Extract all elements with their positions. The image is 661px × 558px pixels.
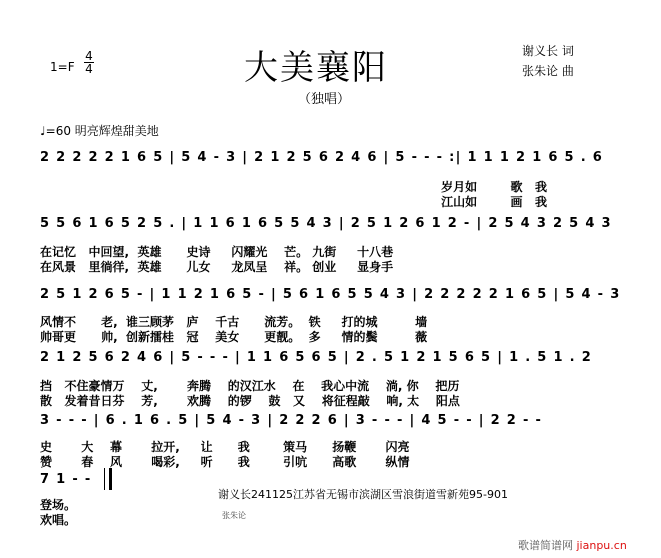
key-signature: 1=F [50, 60, 75, 74]
lyric-row-6b: 欢唱。 [40, 513, 77, 527]
notation-row-4: 2 1 2 5 6 2 4 6 | 5 - - - | 1 1 6 5 6 5 | 2 . 5 1 2 1 5 6 5 | 1 . 5 1 . 2 [40, 350, 593, 365]
site-watermark [518, 537, 627, 553]
lyric-row-3a: 风情不 老, 谁三顾茅 庐 千古 流芳。 铁 打的城 墙 [40, 315, 428, 329]
tempo-marking: ♩=60 明亮辉煌甜美地 [40, 124, 159, 138]
notation-row-6: 7 1 - - [40, 472, 92, 487]
lyric-row-1b: 江山如 画 我 [40, 195, 548, 209]
song-subtitle: （独唱） [298, 92, 351, 107]
watermark-prefix: 歌谱简谱网 [518, 539, 573, 552]
lyric-row-4b: 散 发着昔日芬 芳, 欢腾 的锣 鼓 又 将征程敲 响, 太 阳点 [40, 394, 460, 408]
lyric-row-5b: 赞 春 风 喝彩, 听 我 引吭 高歌 纵情 [40, 455, 410, 469]
footer-small-name: 张朱论 [222, 511, 246, 520]
lyric-row-2a: 在记忆 中回望, 英雄 史诗 闪耀光 芒。 九街 十八巷 [40, 245, 394, 259]
composer-credit: 张朱论 曲 [522, 64, 574, 78]
time-bottom: 4 [85, 62, 93, 76]
lyricist-credit: 谢义长 词 [522, 44, 574, 58]
final-barline [104, 468, 112, 490]
watermark-site: jianpu.cn [576, 539, 627, 552]
song-title: 大美襄阳 [244, 48, 388, 88]
notation-row-5: 3 - - - | 6 . 1 6 . 5 | 5 4 - 3 | 2 2 2 6 | 3 - - - | 4 5 - - | 2 2 - - [40, 413, 543, 428]
time-top: 4 [85, 49, 93, 63]
lyric-row-6a: 登场。 [40, 498, 77, 512]
notation-row-1: 2 2 2 2 2 1 6 5 | 5 4 - 3 | 2 1 2 5 6 2 4 6 | 5 - - - :| 1 1 1 2 1 6 5 . 6 [40, 150, 604, 165]
time-signature [84, 50, 94, 75]
footer-address: 谢义长241125江苏省无锡市滨湖区雪浪街道雪新苑95-901 [218, 488, 508, 501]
lyric-row-5a: 史 大 幕 拉开, 让 我 策马 扬鞭 闪亮 [40, 440, 410, 454]
lyric-row-2b: 在风景 里徜徉, 英雄 儿女 龙凤呈 祥。 创业 显身手 [40, 260, 394, 274]
lyric-row-4a: 挡 不住豪情万 丈, 奔腾 的汉江水 在 我心中流 淌, 你 把历 [40, 379, 460, 393]
lyric-row-1a: 岁月如 歌 我 [40, 180, 548, 194]
notation-row-2: 5 5 6 1 6 5 2 5 . | 1 1 6 1 6 5 5 4 3 | 2 5 1 2 6 1 2 - | 2 5 4 3 2 5 4 3 [40, 216, 612, 231]
notation-row-3: 2 5 1 2 6 5 - | 1 1 2 1 6 5 - | 5 6 1 6 5 5 4 3 | 2 2 2 2 2 1 6 5 | 5 4 - 3 [40, 287, 621, 302]
lyric-row-3b: 帅哥更 帅, 创新擂桂 冠 美女 更靓。 多 情的鬓 薇 [40, 330, 428, 344]
